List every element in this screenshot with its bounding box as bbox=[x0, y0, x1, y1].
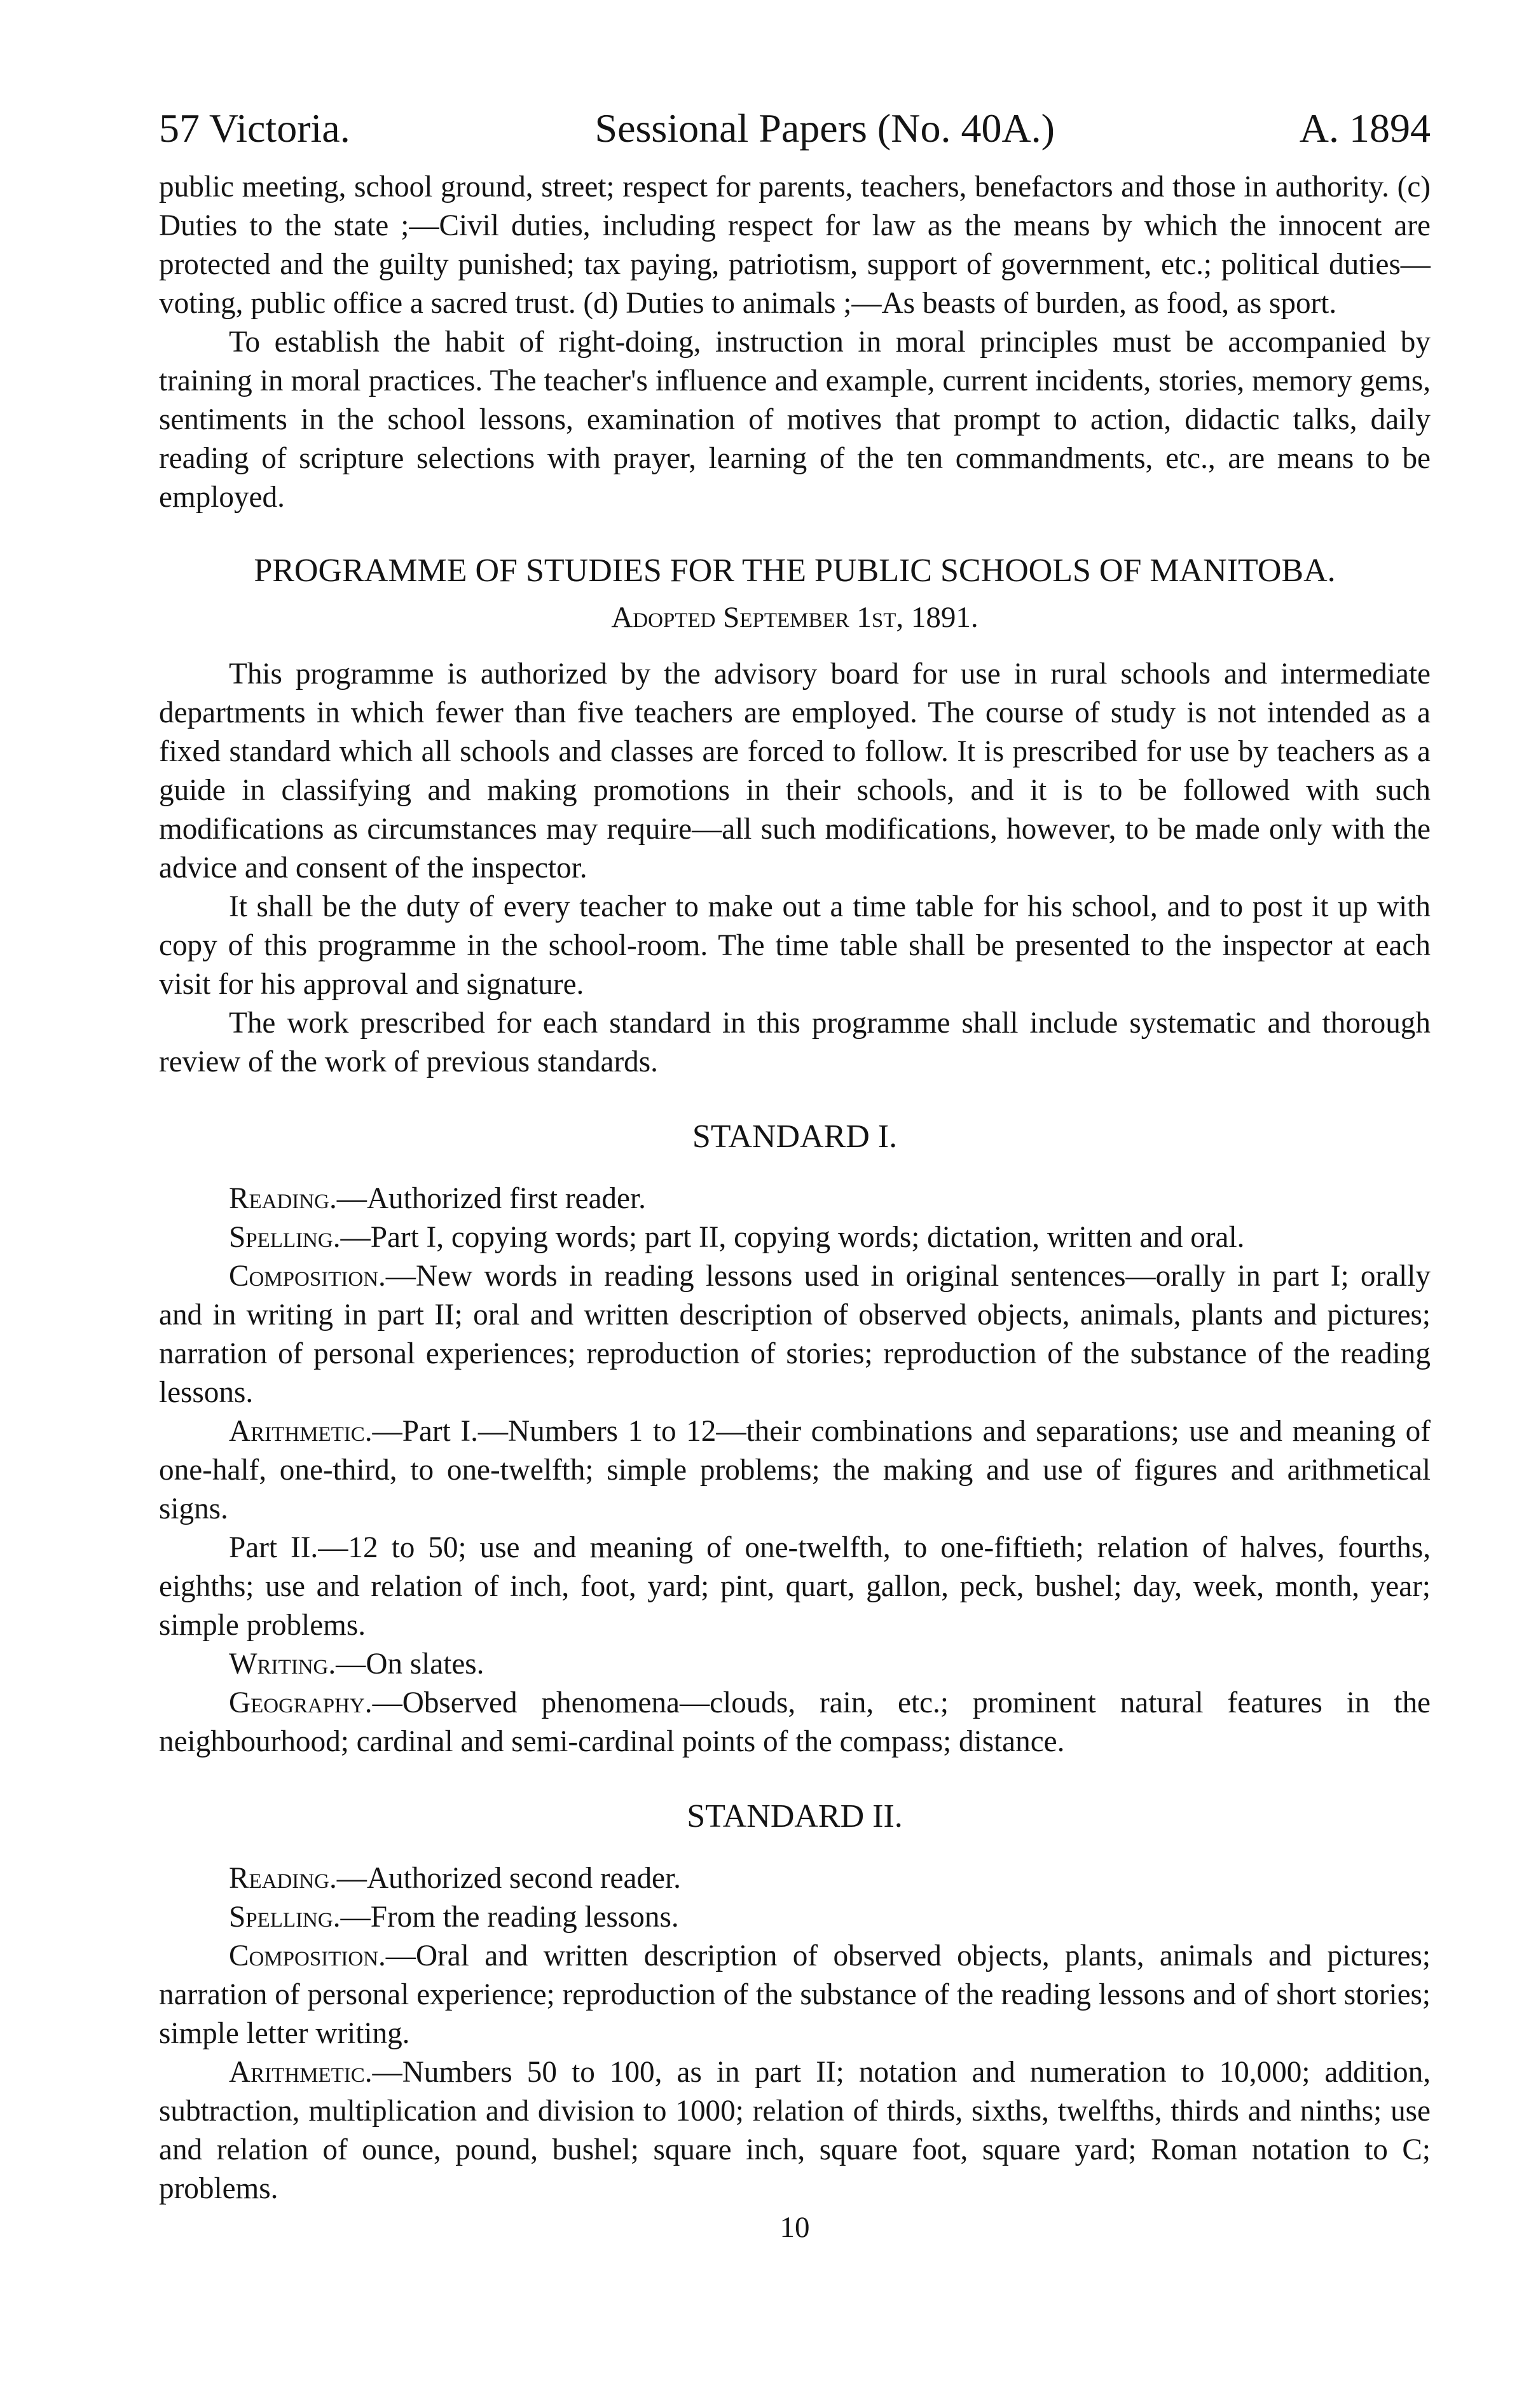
intro-paragraph-right-doing: To establish the habit of right-doing, instruction in moral principles must be accompanied by training in moral practices. The teacher's influence and example, current incidents, stories, memory gems, sentiments in the school lessons, examination of motives that prompt to action, didactic talks, daily reading of scripture selections with prayer, learning of the ten commandments, etc., are means to be employed. bbox=[159, 326, 1431, 514]
std2-reading bbox=[159, 1859, 1431, 1898]
std1-reading-label: Reading. bbox=[229, 1182, 337, 1215]
std1-geography-text: —Observed phenomena—clouds, rain, etc.; prominent natural features in the neighbourhood; cardinal and semi-cardinal points of the compass; distance. bbox=[159, 1686, 1431, 1758]
programme-paragraph-time-table: It shall be the duty of every teacher to make out a time table for his school, and to post it up with copy of this programme in the school-room. The time table shall be presented to the inspector at each visit for his approval and signature. bbox=[159, 890, 1431, 1001]
std1-composition-text: —New words in reading lessons used in original sentences—orally in part I; orally and in writing in part II; oral and written description of observed objects, animals, plants and pictures; narration of personal experiences; reproduction of stories; reproduction of the substance of the reading lessons. bbox=[159, 1260, 1431, 1409]
std1-arithmetic bbox=[159, 1412, 1431, 1529]
programme-paragraph-authorized: This programme is authorized by the advisory board for use in rural schools and intermediate departments in which fewer than five teachers are employed. The course of study is not intended as a fixed standard which all schools and classes are forced to follow. It is prescribed for use by teachers as a guide in classifying and making promotions in their schools, and it is to be followed with such modifications as circumstances may require—all such modifications, however, to be made only with the advice and consent of the inspector. bbox=[159, 657, 1431, 884]
std2-composition-text: —Oral and written description of observed objects, plants, animals and pictures; narration of personal experience; reproduction of the substance of the reading lessons and of short stories; simple letter writing. bbox=[159, 1939, 1431, 2050]
intro-paragraph-duties: public meeting, school ground, street; respect for parents, teachers, benefactors and those in authority. (c) Duties to the state ;—Civil duties, including respect for law as the means by which the innocent are protected and the guilty punished; tax paying, patriotism, support of government, etc.; political duties—voting, public office a sacred trust. (d) Duties to animals ;—As beasts of burden, as food, as sport. bbox=[159, 170, 1431, 320]
std1-writing-text: —On slates. bbox=[336, 1648, 484, 1681]
std2-composition-label: Composition. bbox=[229, 1939, 386, 1972]
std1-composition-label: Composition. bbox=[229, 1260, 386, 1293]
standard-2-block bbox=[159, 1859, 1431, 2208]
std1-spelling bbox=[159, 1218, 1431, 1257]
programme-block bbox=[159, 655, 1431, 1082]
page-number: 10 bbox=[779, 2211, 810, 2244]
header-year: A. 1894 bbox=[1299, 106, 1431, 151]
std2-arithmetic-label: Arithmetic. bbox=[229, 2056, 373, 2089]
std1-writing-label: Writing. bbox=[229, 1648, 336, 1681]
standard-1-block bbox=[159, 1180, 1431, 1761]
header-sessional-papers: Sessional Papers (No. 40A.) bbox=[594, 106, 1055, 151]
intro-block bbox=[159, 168, 1431, 517]
std1-spelling-label: Spelling. bbox=[229, 1221, 341, 1254]
standard-2-title: STANDARD II. bbox=[687, 1798, 903, 1834]
std2-reading-text: —Authorized second reader. bbox=[336, 1862, 681, 1895]
std2-arithmetic-text: —Numbers 50 to 100, as in part II; notation and numeration to 10,000; addition, subtraction, multiplication and division to 1000; relation of thirds, sixths, twelfths, thirds and ninths; use and relation of ounce, pound, bushel; square inch, square foot, square yard; Roman notation to C; problems. bbox=[159, 2056, 1431, 2205]
std1-arithmetic-part-2: Part II.—12 to 50; use and meaning of one-twelfth, to one-fiftieth; relation of halves, fourths, eighths; use and relation of inch, foot, yard; pint, quart, gallon, peck, bushel; day, week, month, year; simple problems. bbox=[159, 1531, 1431, 1642]
std1-arithmetic-text: —Part I.—Numbers 1 to 12—their combinations and separations; use and meaning of one-half, one-third, to one-twelfth; simple problems; the making and use of figures and arithmetical signs. bbox=[159, 1415, 1431, 1525]
std2-spelling-text: —From the reading lessons. bbox=[340, 1901, 679, 1934]
std1-reading bbox=[159, 1180, 1431, 1218]
std2-reading-label: Reading. bbox=[229, 1862, 337, 1895]
std1-geography bbox=[159, 1684, 1431, 1761]
std2-spelling-label: Spelling. bbox=[229, 1901, 341, 1934]
std2-arithmetic bbox=[159, 2053, 1431, 2208]
std2-spelling bbox=[159, 1898, 1431, 1937]
std1-composition bbox=[159, 1257, 1431, 1412]
std2-composition bbox=[159, 1937, 1431, 2053]
programme-title: PROGRAMME OF STUDIES FOR THE PUBLIC SCHOOLS OF MANITOBA. bbox=[254, 553, 1336, 589]
std1-spelling-text: —Part I, copying words; part II, copying words; dictation, written and oral. bbox=[340, 1221, 1245, 1254]
std1-arithmetic-label: Arithmetic. bbox=[229, 1415, 373, 1448]
standard-1-title: STANDARD I. bbox=[692, 1118, 898, 1155]
running-header bbox=[159, 108, 1431, 149]
std1-writing bbox=[159, 1645, 1431, 1684]
header-volume: 57 Victoria. bbox=[159, 106, 350, 151]
programme-adopted-date: Adopted September 1st, 1891. bbox=[611, 601, 978, 634]
std1-geography-label: Geography. bbox=[229, 1686, 373, 1719]
programme-paragraph-review: The work prescribed for each standard in this programme shall include systematic and thorough review of the work of previous standards. bbox=[159, 1007, 1431, 1078]
std1-reading-text: —Authorized first reader. bbox=[336, 1182, 646, 1215]
